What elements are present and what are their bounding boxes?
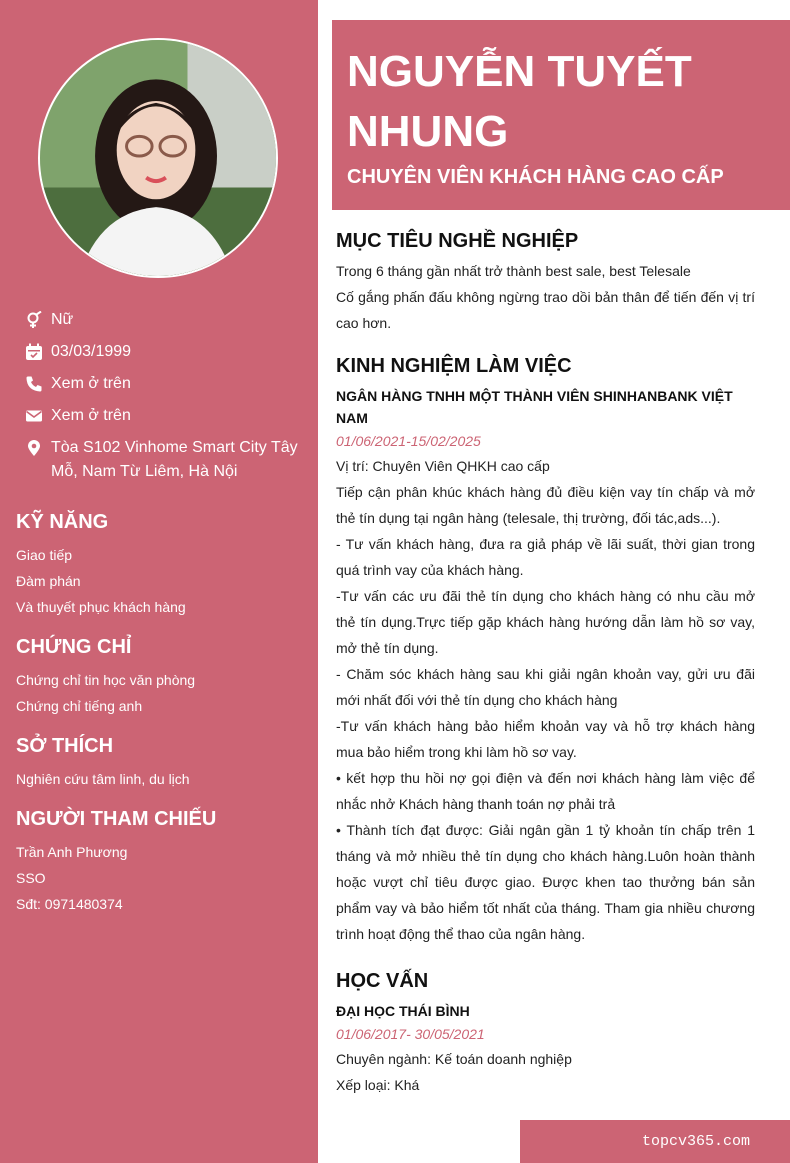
gender-icon <box>24 308 44 332</box>
skill-item: Và thuyết phục khách hàng <box>16 599 186 615</box>
reference-item: Trần Anh Phương <box>16 844 128 860</box>
calendar-icon <box>24 340 44 364</box>
avatar-photo <box>40 40 276 276</box>
hobby-item: Nghiên cứu tâm linh, du lịch <box>16 771 190 787</box>
skill-item: Đàm phán <box>16 573 81 589</box>
contact-gender <box>24 308 304 332</box>
experience-section <box>336 352 755 947</box>
phone-icon <box>24 372 44 396</box>
experience-line: • Thành tích đạt được: Giải ngân gần 1 tỷ khoản tín chấp trên 1 tháng và mở nhiều thẻ tín dụng cho khách hàng.Luôn hoàn thành hoặc vượt chỉ tiêu được giao. Được khen tao thưởng bán sản phẩm vay và bảo hiểm tốt nhất của tháng. Tham gia nhiều chương trình hoạt động thể thao của ngân hàng. <box>336 822 755 942</box>
avatar <box>38 38 278 278</box>
contact-list <box>24 308 304 492</box>
contact-address <box>24 436 304 484</box>
header-band <box>332 20 790 210</box>
reference-item: Sđt: 0971480374 <box>16 896 123 912</box>
references-section <box>16 805 306 917</box>
experience-line: • kết hợp thu hồi nợ gọi điện và đến nơi khách hàng làm việc để nhắc nhở Khách hàng thanh toán nợ phải trả <box>336 770 755 812</box>
skills-section <box>16 508 306 620</box>
contact-phone <box>24 372 304 396</box>
experience-heading: KINH NGHIỆM LÀM VIỆC <box>336 355 572 377</box>
certificate-item: Chứng chỉ tiếng anh <box>16 698 143 714</box>
watermark-text: topcv365.com <box>641 1133 750 1150</box>
birthday-text: 03/03/1999 <box>51 343 132 360</box>
objective-line: Trong 6 tháng gần nhất trở thành best sale, best Telesale <box>336 263 691 279</box>
company-name: NGÂN HÀNG TNHH MỘT THÀNH VIÊN SHINHANBANK VIỆT NAM <box>336 388 733 426</box>
reference-item: SSO <box>16 870 46 886</box>
email-text: Xem ở trên <box>51 407 131 424</box>
candidate-name: NGUYỄN TUYẾT NHUNG <box>347 47 692 156</box>
experience-line: Vị trí: Chuyên Viên QHKH cao cấp <box>336 458 550 474</box>
certificates-section <box>16 633 306 719</box>
objective-line: Cố gắng phấn đấu không ngừng trao dồi bản thân để tiến đến vị trí cao hơn. <box>336 289 755 331</box>
school-name: ĐẠI HỌC THÁI BÌNH <box>336 1003 470 1019</box>
candidate-title: CHUYÊN VIÊN KHÁCH HÀNG CAO CẤP <box>347 166 724 188</box>
experience-line: - Chăm sóc khách hàng sau khi giải ngân khoản vay, gửi ưu đãi mới nhất đối với thẻ tín dụng cho khách hàng <box>336 666 755 708</box>
hobbies-section <box>16 732 306 792</box>
envelope-icon <box>24 404 44 428</box>
hobbies-heading: SỞ THÍCH <box>16 735 114 757</box>
education-line: Chuyên ngành: Kế toán doanh nghiệp <box>336 1051 572 1067</box>
sidebar <box>0 0 318 1163</box>
location-pin-icon <box>24 436 44 460</box>
education-heading: HỌC VẤN <box>336 970 429 992</box>
references-heading: NGƯỜI THAM CHIẾU <box>16 808 217 830</box>
gender-text: Nữ <box>51 311 74 328</box>
certificate-item: Chứng chỉ tin học văn phòng <box>16 672 196 688</box>
experience-line: - Tư vấn khách hàng, đưa ra giả pháp về lãi suất, thời gian trong quá trình vay của khách hàng. <box>336 536 755 578</box>
experience-line: -Tư vấn các ưu đãi thẻ tín dụng cho khách hàng có nhu cầu mở thẻ tín dụng.Trực tiếp gặp khách hàng hướng dẫn làm hồ sơ vay, mở thẻ tín dụng. <box>336 588 755 656</box>
footer-band <box>520 1120 790 1163</box>
education-line: Xếp loại: Khá <box>336 1077 420 1093</box>
objective-section <box>336 227 755 336</box>
contact-birthday <box>24 340 304 364</box>
education-date: 01/06/2017- 30/05/2021 <box>336 1026 485 1042</box>
phone-text: Xem ở trên <box>51 375 131 392</box>
contact-email <box>24 404 304 428</box>
experience-date: 01/06/2021-15/02/2025 <box>336 433 481 449</box>
certificates-heading: CHỨNG CHỈ <box>16 636 132 658</box>
education-section <box>336 967 755 1098</box>
skill-item: Giao tiếp <box>16 547 73 563</box>
address-text: Tòa S102 Vinhome Smart City Tây Mỗ, Nam Từ Liêm, Hà Nội <box>51 439 298 480</box>
experience-line: Tiếp cận phân khúc khách hàng đủ điều kiện vay tín chấp và mở thẻ tín dụng tại ngân hàng (telesale, thị trường, đối tác,ads...). <box>336 484 755 526</box>
objective-heading: MỤC TIÊU NGHỀ NGHIỆP <box>336 230 579 252</box>
skills-heading: KỸ NĂNG <box>16 511 109 533</box>
experience-line: -Tư vấn khách hàng bảo hiểm khoản vay và hỗ trợ khách hàng mua bảo hiểm trong khi làm hồ sơ vay. <box>336 718 755 760</box>
